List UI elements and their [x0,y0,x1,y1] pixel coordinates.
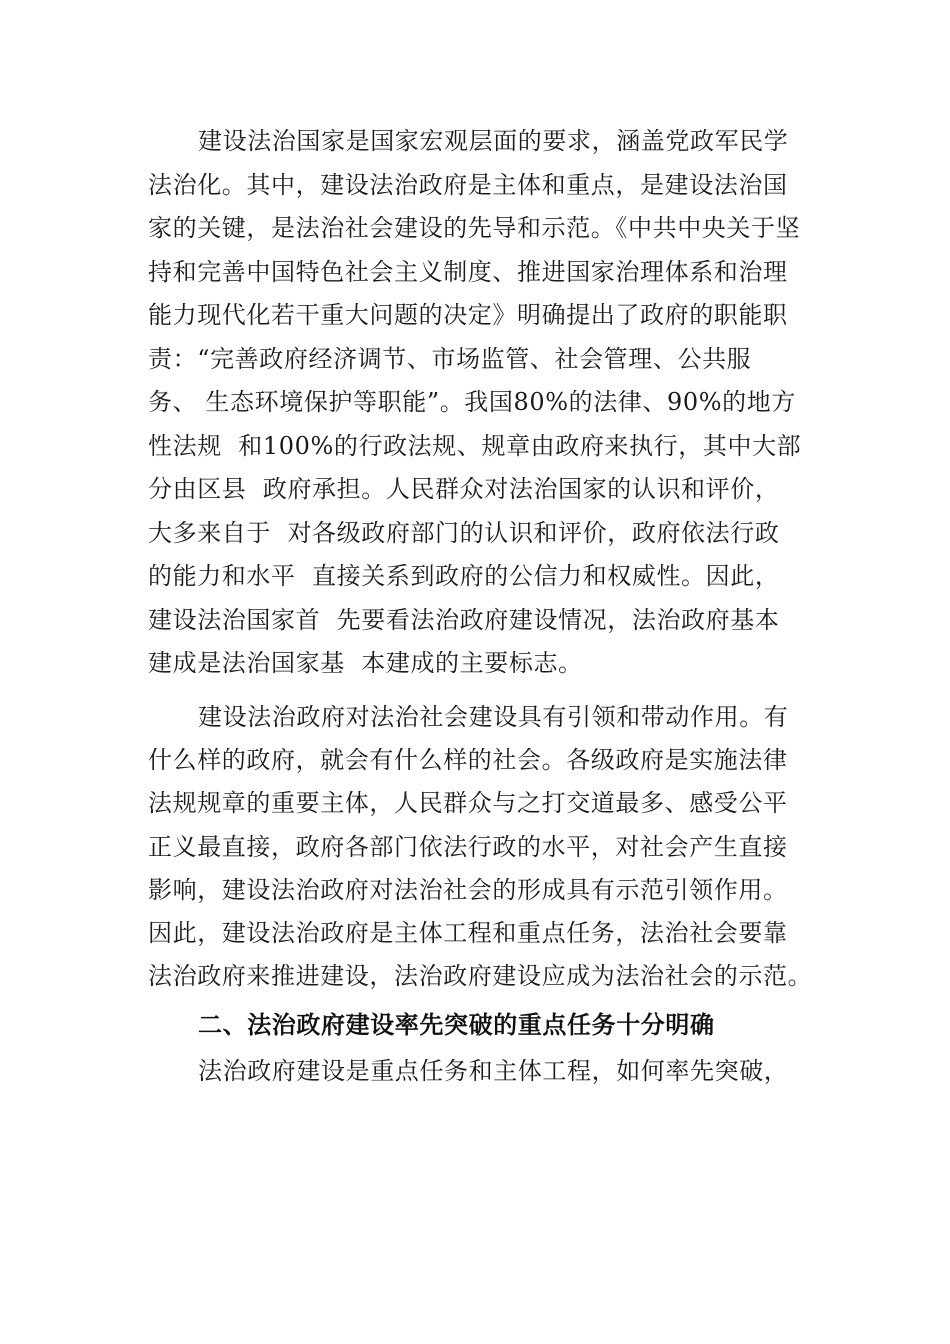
paragraph-2-line: 法治政府来推进建设，法治政府建设应成为法治社会的示范。 [148,962,813,991]
paragraph-1-line: 性法规 和100%的行政法规、规章由政府来执行，其中大部 [148,431,802,460]
paragraph-2-line: 因此，建设法治政府是主体工程和重点任务，法治社会要靠 [148,919,788,947]
paragraph-2-line: 法规规章的重要主体，人民群众与之打交道最多、感受公平 [148,789,788,818]
paragraph-1-line: 持和完善中国特色社会主义制度、推进国家治理体系和治理 [148,257,788,286]
paragraph-1-line: 大多来自于 对各级政府部门的认识和评价，政府依法行政 [148,518,780,547]
paragraph-1-line: 分由区县 政府承担。人民群众对法治国家的认识和评价， [148,475,780,503]
paragraph-1-line: 的能力和水平 直接关系到政府的公信力和权威性。因此， [148,562,780,590]
paragraph-1-line: 建成是法治国家基 本建成的主要标志。 [148,649,583,677]
paragraph-1-line: 建设法治国家是国家宏观层面的要求，涵盖党政军民学 [198,127,789,155]
paragraph-1-line: 建设法治国家首 先要看法治政府建设情况，法治政府基本 [148,605,780,634]
section-heading: 二、法治政府建设率先突破的重点任务十分明确 [198,1011,715,1039]
paragraph-1-line: 责：“完善政府经济调节、市场监管、社会管理、公共服 [148,344,752,373]
paragraph-2-line: 什么样的政府，就会有什么样的社会。各级政府是实施法律 [148,746,788,775]
paragraph-1-line: 家的关键，是法治社会建设的先导和示范。《中共中央关于坚 [148,214,801,242]
paragraph-1-line: 能力现代化若干重大问题的决定》明确提出了政府的职能职 [148,301,788,329]
paragraph-2-line: 影响，建设法治政府对法治社会的形成具有示范引领作用。 [148,875,788,904]
paragraph-1-line: 法治化。其中，建设法治政府是主体和重点，是建设法治国 [148,170,788,199]
paragraph-2-line: 建设法治政府对法治社会建设具有引领和带动作用。有 [198,703,789,731]
paragraph-1-line: 务、 生态环境保护等职能”。我国80%的法律、90%的地方 [148,388,796,416]
paragraph-3-line: 法治政府建设是重点任务和主体工程，如何率先突破， [198,1057,789,1085]
paragraph-2-line: 正义最直接，政府各部门依法行政的水平，对社会产生直接 [148,832,788,861]
